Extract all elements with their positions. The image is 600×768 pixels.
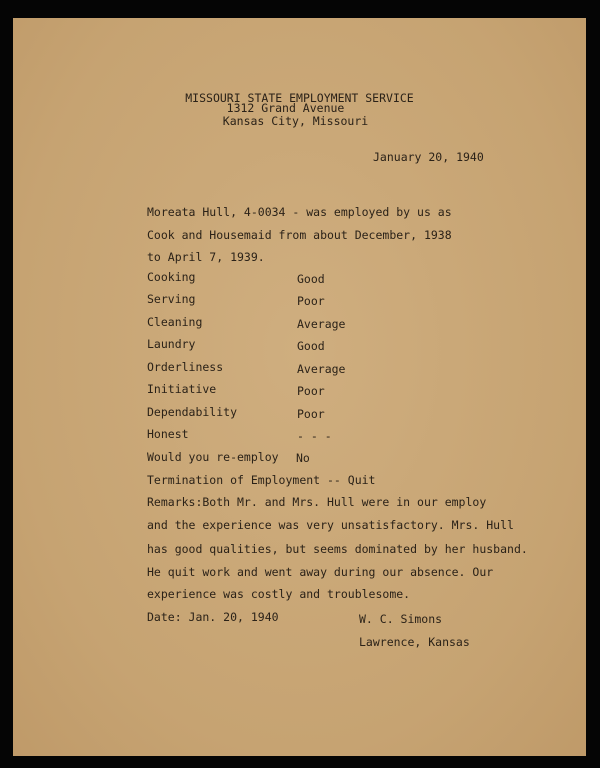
letterhead-street: 1312 Grand Avenue: [226, 101, 345, 115]
intro-line-1: Moreata Hull, 4-0034 - was employed by us as: [147, 205, 452, 219]
rating-label-initiative: Initiative: [147, 382, 217, 396]
termination-line: Termination of Employment -- Quit: [147, 473, 376, 487]
letter-page: [13, 18, 586, 756]
signoff-location: Lawrence, Kansas: [359, 635, 470, 649]
rating-label-laundry: Laundry: [147, 337, 196, 351]
letterhead-city: Kansas City, Missouri: [222, 114, 369, 128]
remarks-line-2: and the experience was very unsatisfactory. Mrs. Hull: [147, 518, 514, 532]
remarks-line-1: Remarks:Both Mr. and Mrs. Hull were in our employ: [147, 495, 487, 509]
rating-value-laundry: Good: [297, 339, 325, 353]
rating-label-orderliness: Orderliness: [147, 360, 224, 374]
rating-label-cooking: Cooking: [147, 270, 196, 284]
rating-value-cleaning: Average: [297, 317, 346, 331]
signoff-name: W. C. Simons: [359, 612, 443, 626]
letter-date: January 20, 1940: [373, 150, 484, 164]
rating-label-dependability: Dependability: [147, 405, 238, 419]
signoff-date: Date: Jan. 20, 1940: [147, 610, 279, 624]
rating-value-honest: - - -: [297, 429, 332, 443]
rating-value-initiative: Poor: [297, 384, 325, 398]
rating-label-serving: Serving: [147, 292, 196, 306]
remarks-line-4: He quit work and went away during our absence. Our: [147, 565, 494, 579]
letterhead-agency: MISSOURI STATE EMPLOYMENT SERVICE: [185, 91, 414, 105]
remarks-line-5: experience was costly and troublesome.: [147, 587, 411, 601]
intro-line-3: to April 7, 1939.: [147, 250, 265, 264]
rating-label-cleaning: Cleaning: [147, 315, 203, 329]
rating-value-dependability: Poor: [297, 407, 325, 421]
intro-line-2: Cook and Housemaid from about December, 1938: [147, 228, 452, 242]
rating-value-reemploy: No: [296, 451, 310, 465]
rating-value-serving: Poor: [297, 294, 325, 308]
rating-value-orderliness: Average: [297, 362, 346, 376]
rating-label-reemploy: Would you re-employ: [147, 450, 279, 464]
rating-label-honest: Honest: [147, 427, 189, 441]
rating-value-cooking: Good: [297, 272, 325, 286]
remarks-line-3: has good qualities, but seems dominated by her husband.: [147, 542, 528, 556]
